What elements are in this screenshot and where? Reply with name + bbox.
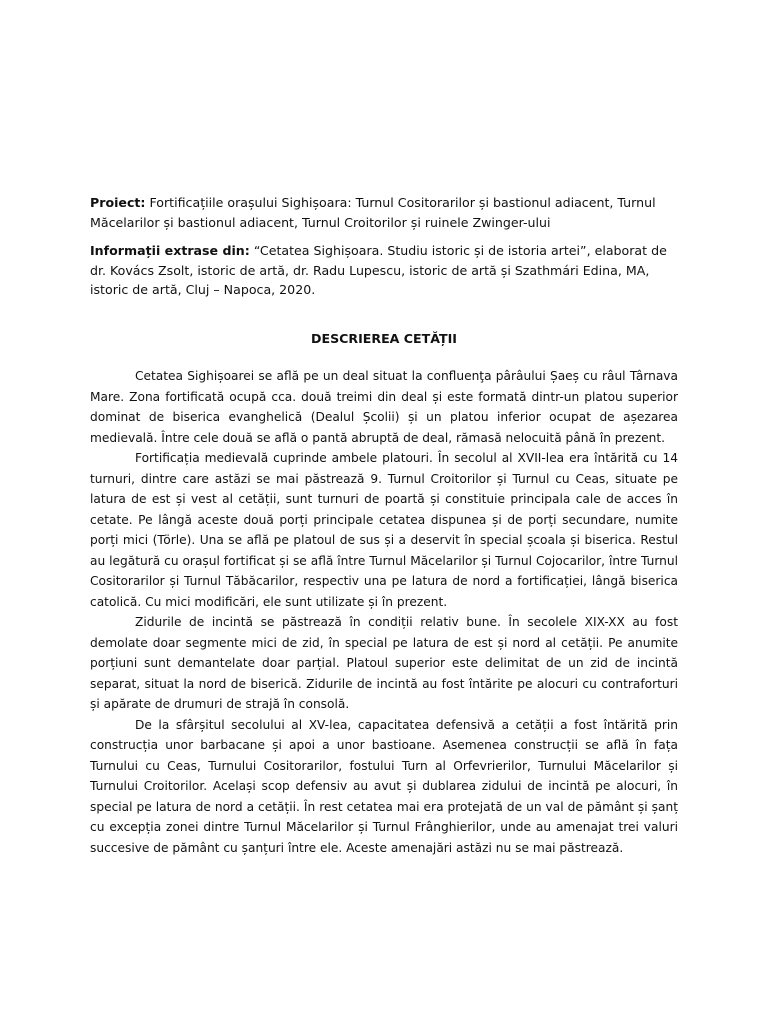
project-text: Fortificațiile orașului Sighișoara: Turnul Cositorarilor și bastionul adiacent, Turnul Măcelarilor și bastionul adiacent, Turnul Croitorilor și ruinele Zwinger-ului <box>90 195 656 230</box>
body-text <box>90 366 678 858</box>
project-line <box>90 193 680 232</box>
paragraph: Zidurile de incintă se păstrează în condiții relativ bune. În secolele XIX-XX au fost demolate doar segmente mici de zid, în special pe latura de est și nord al cetății. Pe anumite porțiuni sunt demantelate doar parțial. Platoul superior este delimitat de un zid de incintă separat, situat la nord de biserică. Zidurile de incintă au fost întărite pe alocuri cu contraforturi și apărate de drumuri de strajă în consolă. <box>90 615 678 711</box>
section-title: DESCRIEREA CETĂȚII <box>311 331 457 346</box>
project-label: Proiect: <box>90 195 146 210</box>
paragraph: Fortificația medievală cuprinde ambele platouri. În secolul al XVII-lea era întărită cu 14 turnuri, dintre care astăzi se mai păstrează 9. Turnul Croitorilor și Turnul cu Ceas, situate pe latura de est și vest al cetății, sunt turnuri de poartă și constituie principala cale de acces în cetate. Pe lângă aceste două porți principale cetatea dispunea și de porți secundare, numite porți mici (Törle). Una se află pe platoul de sus și a deservit în special școala și biserica. Restul au legătură cu orașul fortificat și se află între Turnul Măcelarilor și Turnul Cojocarilor, între Turnul Cositorarilor și Turnul Tăbăcarilor, respectiv una pe latura de nord a fortificației, lângă biserica catolică. Cu mici modificări, ele sunt utilizate și în prezent. <box>90 451 678 609</box>
source-label: Informații extrase din: <box>90 243 250 259</box>
header-block <box>90 193 680 309</box>
paragraph: De la sfârșitul secolului al XV-lea, capacitatea defensivă a cetății a fost întărită prin construcția unor barbacane și apoi a unor bastioane. Asemenea construcții se află în fața Turnului cu Ceas, Turnului Cositorarilor, fostului Turn al Orfevrierilor, Turnului Măcelarilor și Turnului Croitorilor. Același scop defensiv au avut și dublarea zidului de incintă pe alocuri, în special pe latura de nord a cetății. În rest cetatea mai era protejată de un val de pământ și șanț cu excepția zonei dintre Turnul Măcelarilor și Turnul Frânghierilor, unde au amenajat trei valuri succesive de pământ cu șanțuri între ele. Aceste amenajări astăzi nu se mai păstrează. <box>90 717 678 855</box>
source-text: “Cetatea Sighișoara. Studiu istoric și de istoria artei”, elaborat de dr. Kovács Zsolt, istoric de artă, dr. Radu Lupescu, istoric de artă și Szathmári Edina, MA, istoric de artă, Cluj – Napoca, 2020. <box>90 243 667 298</box>
source-line <box>90 241 680 300</box>
paragraph: Cetatea Sighișoarei se află pe un deal situat la confluenţa pârâului Șaeș cu râul Târnava Mare. Zona fortificată ocupă cca. două treimi din deal și este formată dintr-un platou superior dominat de biserica evanghelică (Dealul Școlii) și un platou inferior ocupat de așezarea medievală. Între cele două se află o pantă abruptă de deal, rămasă nelocuită până în prezent. <box>90 369 678 445</box>
